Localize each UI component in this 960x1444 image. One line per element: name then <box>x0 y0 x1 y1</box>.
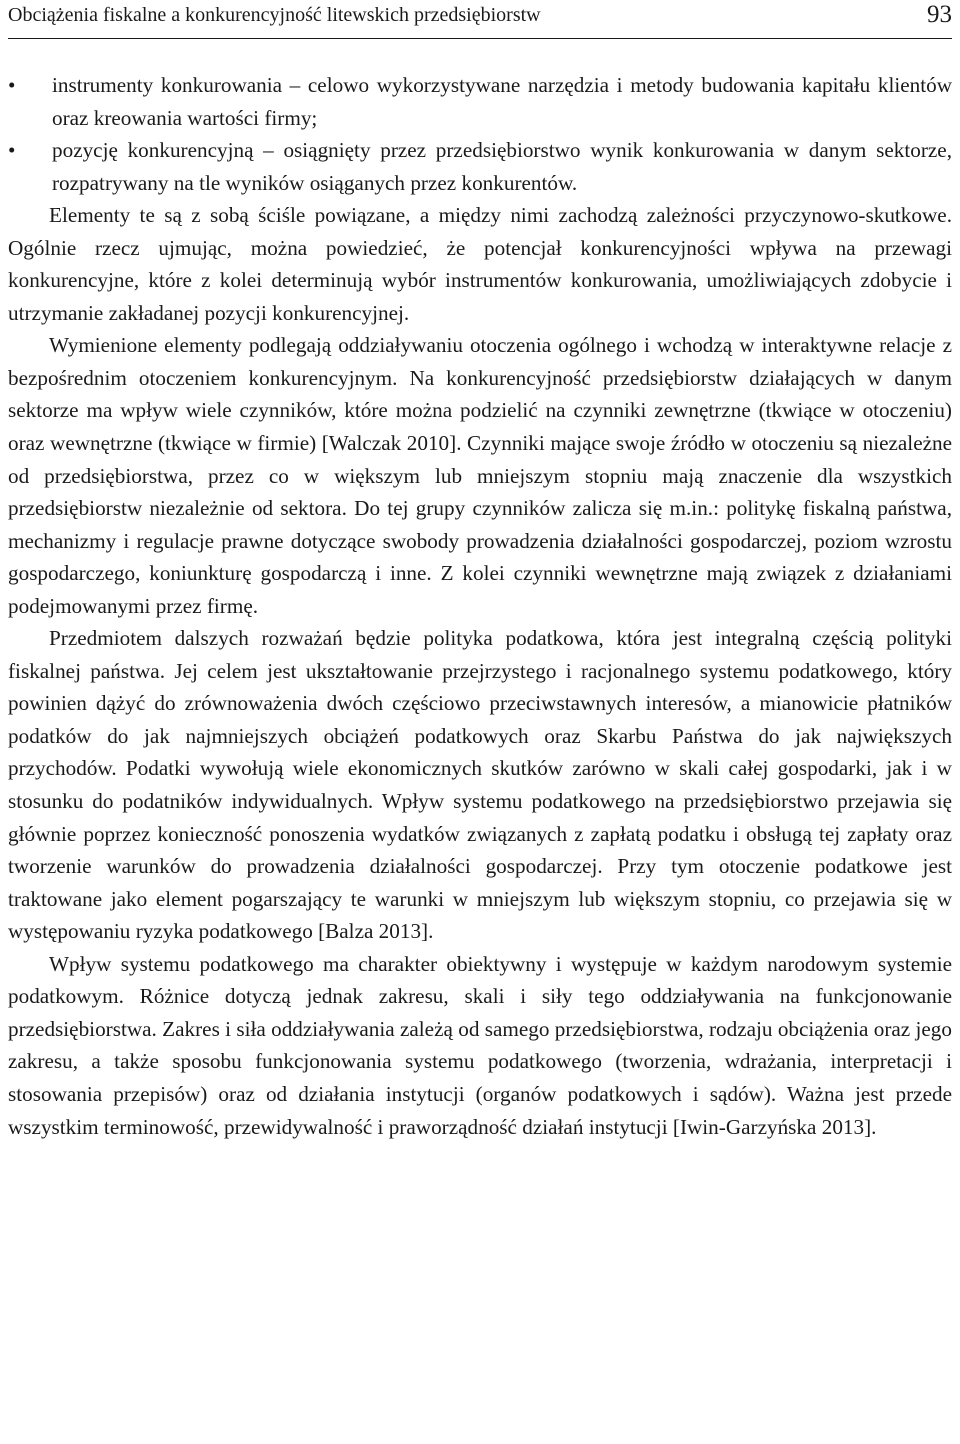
book-page <box>8 0 952 1444</box>
running-header-title: Obciążenia fiskalne a konkurencyjność litewskich przedsiębiorstw <box>8 4 541 26</box>
running-header <box>8 0 952 39</box>
bullet-item-instrumenty <box>8 69 952 134</box>
page-body <box>8 69 952 1143</box>
paragraph-elementy: Elementy te są z sobą ściśle powiązane, a między nimi zachodzą zależności przyczynowo-skutkowe. Ogólnie rzecz ujmując, można powiedzieć, że potencjał konkurencyjności wpływa na przewagi konkurencyjne, które z kolei determinują wybór instrumentów konkurowania, umożliwiających zdobycie i utrzymanie zakładanej pozycji konkurencyjnej. <box>8 203 952 325</box>
page-number: 93 <box>927 1 952 28</box>
bullet-text: instrumenty konkurowania – celowo wykorzystywane narzędzia i metody budowania kapitału klientów oraz kreowania wartości firmy; <box>52 73 952 130</box>
bullet-icon: • <box>8 138 16 163</box>
bullet-item-pozycja <box>8 134 952 199</box>
bullet-text: pozycję konkurencyjną – osiągnięty przez przedsiębiorstwo wynik konkurowania w danym sektorze, rozpatrywany na tle wyników osiąganych przez konkurentów. <box>52 138 952 195</box>
paragraph-polityka-podatkowa: Przedmiotem dalszych rozważań będzie polityka podatkowa, która jest integralną częścią polityki fiskalnej państwa. Jej celem jest ukształtowanie przejrzystego i racjonalnego systemu podatkowego, który powinien dążyć do zrównoważenia dwóch częściowo przeciwstawnych interesów, a mianowicie płatników podatków do jak najmniejszych obciążeń podatkowych oraz Skarbu Państwa do jak największych przychodów. Podatki wywołują wiele ekonomicznych skutków zarówno w skali całej gospodarki, jak i w stosunku do podatników indywidualnych. Wpływ systemu podatkowego na przedsiębiorstwo przejawia się głównie poprzez konieczność ponoszenia wydatków związanych z zapłatą podatku i obsługą tej zapłaty oraz tworzenie warunków do prowadzenia działalności gospodarczej. Przy tym otoczenie podatkowe jest traktowane jako element pogarszający te warunki w mniejszym lub większym stopniu, co przejawia się w występowaniu ryzyka podatkowego [Balza 2013]. <box>8 626 952 944</box>
paragraph-wplyw-systemu: Wpływ systemu podatkowego ma charakter obiektywny i występuje w każdym narodowym systemie podatkowym. Różnice dotyczą jednak zakresu, skali i siły tego oddziaływania na funkcjonowanie przedsiębiorstwa. Zakres i siła oddziaływania zależą od samego przedsiębiorstwa, rodzaju obciążenia oraz jego zakresu, a także sposobu funkcjonowania systemu podatkowego (tworzenia, wdrażania, interpretacji i stosowania przepisów) oraz od działania instytucji (organów podatkowych i sądów). Ważna jest przede wszystkim terminowość, przewidywalność i praworządność działań instytucji [Iwin-Garzyńska 2013]. <box>8 951 952 1139</box>
paragraph-otoczenie: Wymienione elementy podlegają oddziaływaniu otoczenia ogólnego i wchodzą w interaktywne relacje z bezpośrednim otoczeniem konkurencyjnym. Na konkurencyjność przedsiębiorstw działających w danym sektorze ma wpływ wiele czynników, które można podzielić na czynniki zewnętrzne (tkwiące w otoczeniu) oraz wewnętrzne (tkwiące w firmie) [Walczak 2010]. Czynniki mające swoje źródło w otoczeniu są niezależne od przedsiębiorstwa, przez co w większym lub mniejszym stopniu mają znaczenie dla wszystkich przedsiębiorstw niezależnie od sektora. Do tej grupy czynników zalicza się m.in.: politykę fiskalną państwa, mechanizmy i regulacje prawne dotyczące swobody prowadzenia działalności gospodarczej, poziom wzrostu gospodarczego, koniunkturę gospodarczą i inne. Z kolei czynniki wewnętrzne mają związek z działaniami podejmowanymi przez firmę. <box>8 333 952 618</box>
bullet-icon: • <box>8 73 16 97</box>
bullet-list <box>8 69 952 199</box>
